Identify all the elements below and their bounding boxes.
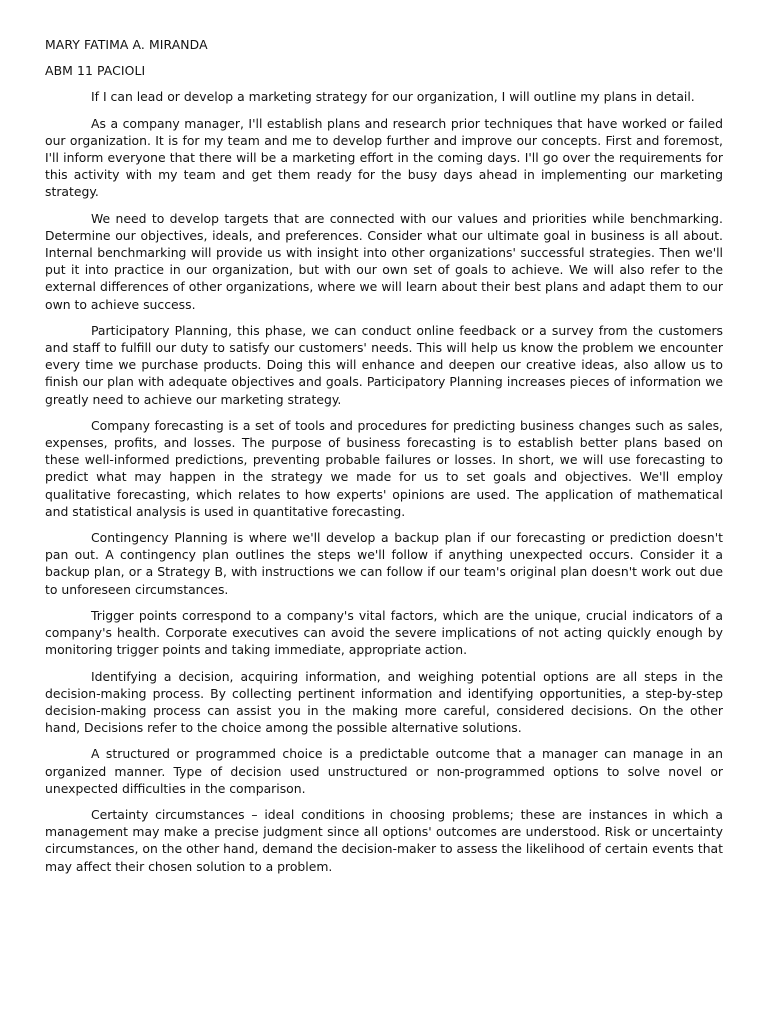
paragraph-certainty-circumstances: Certainty circumstances – ideal conditions in choosing problems; these are instances in which a management may make a precise judgment since all options' outcomes are understood. Risk or uncertainty circumstances, on the other hand, demand the decision-maker to assess the likelihood of certain events that may affect their chosen solution to a problem.	[45, 806, 723, 874]
paragraph-trigger-points: Trigger points correspond to a company's vital factors, which are the unique, crucial indicators of a company's health. Corporate executives can avoid the severe implications of not acting quickly enough by monitoring trigger points and taking immediate, appropriate action.	[45, 607, 723, 658]
author-name: MARY FATIMA A. MIRANDA	[45, 37, 208, 52]
paragraph-participatory-planning: Participatory Planning, this phase, we can conduct online feedback or a survey from the customers and staff to fulfill our duty to satisfy our customers' needs. This will help us know the problem we encounter every time we purchase products. Doing this will enhance and deepen our creative ideas, also allow us to finish our plan with adequate objectives and goals. Participatory Planning increases pieces of information we greatly need to achieve our marketing strategy.	[45, 322, 723, 407]
class-section: ABM 11 PACIOLI	[45, 63, 146, 79]
paragraph-intro: If I can lead or develop a marketing strategy for our organization, I will outline my plans in detail.	[91, 89, 695, 105]
paragraph-company-manager: As a company manager, I'll establish plans and research prior techniques that have worked or failed our organization. It is for my team and me to develop further and improve our concepts. First and foremost, I'll inform everyone that there will be a marketing effort in the coming days. I'll go over the requirements for this activity with my team and get them ready for the busy days ahead in implementing our marketing strategy.	[45, 115, 723, 200]
paragraph-contingency-planning: Contingency Planning is where we'll develop a backup plan if our forecasting or prediction doesn't pan out. A contingency plan outlines the steps we'll follow if anything unexpected occurs. Consider it a backup plan, or a Strategy B, with instructions we can follow if our team's original plan doesn't work out due to unforeseen circumstances.	[45, 530, 723, 597]
paragraph-forecasting: Company forecasting is a set of tools and procedures for predicting business changes such as sales, expenses, profits, and losses. The purpose of business forecasting is to establish better plans based on these well-informed predictions, preventing probable failures or losses. In short, we will use forecasting to predict what may happen in the strategy we made for us to set goals and objectives. We'll employ qualitative forecasting, which relates to how experts' opinions are used. The application of mathematical and statistical analysis is used in quantitative forecasting.	[45, 417, 723, 519]
paragraph-benchmarking: We need to develop targets that are connected with our values and priorities while benchmarking. Determine our objectives, ideals, and preferences. Consider what our ultimate goal in business is all about. Internal benchmarking will provide us with insight into other organizations' successful strategies. Then we'll put it into practice in our organization, but with our own set of goals to achieve. We will also refer to the external differences of other organizations, where we will learn about their best plans and adapt them to our own to achieve success.	[45, 210, 723, 312]
paragraph-decision-making: Identifying a decision, acquiring information, and weighing potential options are all steps in the decision-making process. By collecting pertinent information and identifying opportunities, a step-by-step decision-making process can assist you in the making more careful, considered decisions. On the other hand, Decisions refer to the choice among the possible alternative solutions.	[45, 668, 723, 736]
paragraph-programmed-choice: A structured or programmed choice is a predictable outcome that a manager can manage in an organized manner. Type of decision used unstructured or non-programmed options to solve novel or unexpected difficulties in the comparison.	[45, 746, 723, 796]
